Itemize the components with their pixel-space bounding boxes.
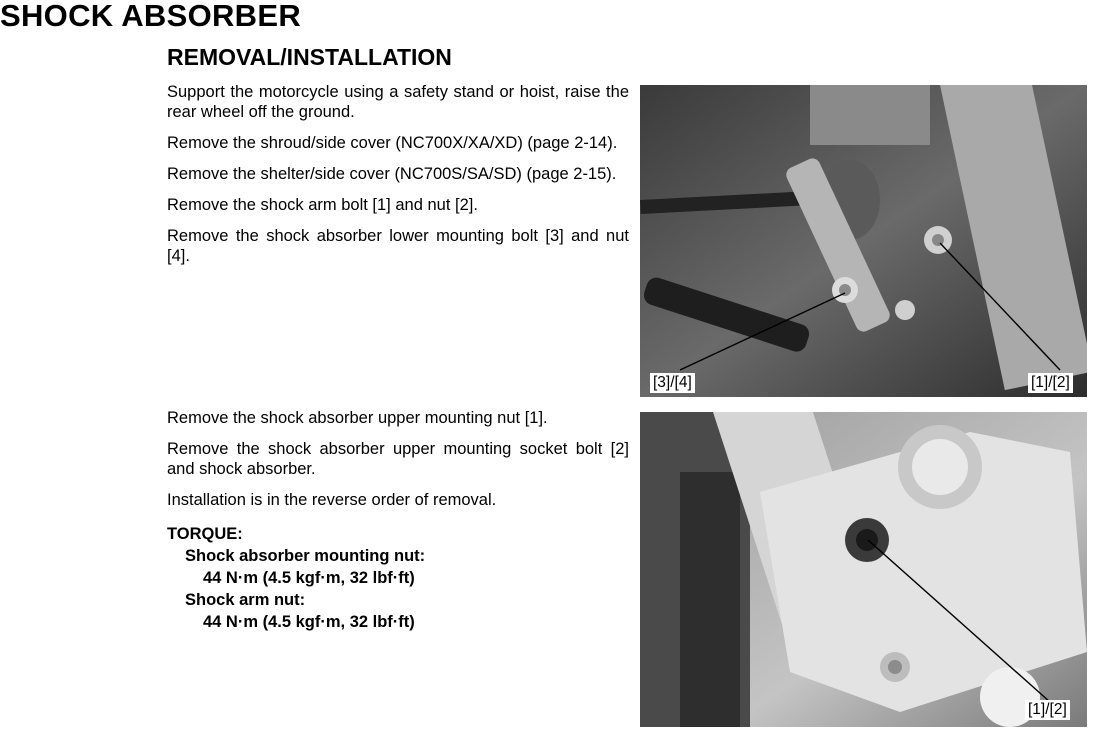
callout-label: [1]/[2]: [1028, 373, 1073, 393]
shock-upper-mount-photo: [640, 412, 1087, 727]
photo-illustration: [640, 85, 1087, 397]
instruction-paragraph: Support the motorcycle using a safety stand or hoist, raise the rear wheel off the ground.: [167, 83, 629, 121]
instruction-paragraph: Remove the shock absorber lower mounting bolt [3] and nut [4].: [167, 227, 629, 265]
section-subtitle: REMOVAL/INSTALLATION: [167, 44, 452, 70]
instruction-paragraph: Remove the shock arm bolt [1] and nut [2].: [167, 196, 478, 214]
torque-heading: TORQUE:: [167, 525, 243, 543]
callout-label: [1]/[2]: [1025, 700, 1070, 720]
instructions-block-1: [167, 82, 629, 277]
instruction-paragraph: Remove the shock absorber upper mounting socket bolt [2] and shock absorber.: [167, 440, 629, 478]
photo-illustration: [640, 412, 1087, 727]
torque-label: Shock arm nut:: [185, 591, 306, 609]
instruction-paragraph: Remove the shroud/side cover (NC700X/XA/XD) (page 2-14).: [167, 134, 618, 152]
instruction-paragraph: Remove the shelter/side cover (NC700S/SA/SD) (page 2-15).: [167, 165, 617, 183]
torque-value: 44 N·m (4.5 kgf·m, 32 lbf·ft): [203, 569, 415, 587]
callout-label: [3]/[4]: [650, 373, 695, 393]
shock-lower-mount-photo: [640, 85, 1087, 397]
instruction-paragraph: Remove the shock absorber upper mounting nut [1].: [167, 409, 548, 427]
torque-label: Shock absorber mounting nut:: [185, 547, 426, 565]
page-title: SHOCK ABSORBER: [0, 0, 302, 33]
torque-value: 44 N·m (4.5 kgf·m, 32 lbf·ft): [203, 613, 415, 631]
instructions-block-2: [167, 408, 629, 634]
instruction-paragraph: Installation is in the reverse order of removal.: [167, 491, 497, 509]
